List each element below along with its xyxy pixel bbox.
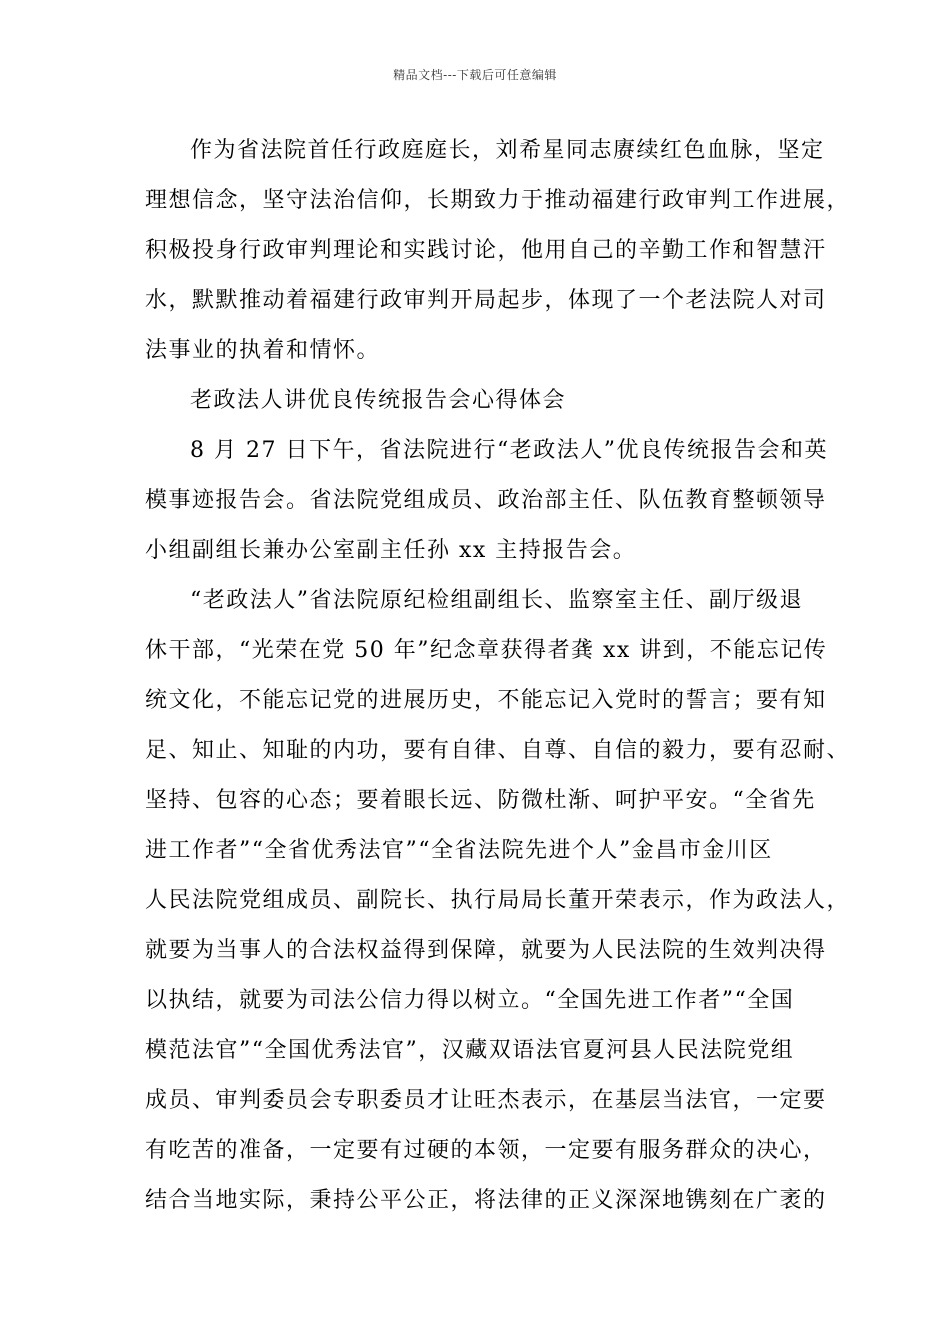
paragraph-line: 水，默默推动着福建行政审判开局起步，体现了一个老法院人对司 bbox=[145, 288, 827, 313]
paragraph-line: 8 月 27 日下午，省法院进行“老政法人”优良传统报告会和英 bbox=[190, 438, 828, 463]
paragraph-line: 休干部，“光荣在党 50 年”纪念章获得者龚 xx 讲到，不能忘记传 bbox=[145, 638, 828, 663]
paragraph-line: 结合当地实际，秉持公平公正，将法律的正义深深地镌刻在广袤的 bbox=[145, 1188, 827, 1213]
paragraph-line: 理想信念，坚守法治信仰，长期致力于推动福建行政审判工作进展， bbox=[145, 188, 851, 213]
paragraph-line: 模事迹报告会。省法院党组成员、政治部主任、队伍教育整顿领导 bbox=[145, 488, 827, 513]
paragraph-line: 坚持、包容的心态；要着眼长远、防微杜渐、呵护平安。“全省先 bbox=[145, 788, 816, 813]
paragraph-line: 法事业的执着和情怀。 bbox=[145, 338, 381, 363]
paragraph-line: 作为省法院首任行政庭庭长，刘希星同志赓续红色血脉，坚定 bbox=[190, 138, 825, 163]
paragraph-line: 以执结，就要为司法公信力得以树立。“全国先进工作者”“全国 bbox=[145, 988, 795, 1013]
paragraph-line: 进工作者”“全省优秀法官”“全省法院先进个人”金昌市金川区 bbox=[145, 838, 773, 863]
paragraph-line: 积极投身行政审判理论和实践讨论，他用自己的辛勤工作和智慧汗 bbox=[145, 238, 827, 263]
paragraph-line: 统文化，不能忘记党的进展历史，不能忘记入党时的誓言；要有知 bbox=[145, 688, 827, 713]
page-header: 精品文档---下载后可任意编辑 bbox=[393, 68, 557, 82]
section-title: 老政法人讲优良传统报告会心得体会 bbox=[190, 388, 567, 413]
paragraph-line: 足、知止、知耻的内功，要有自律、自尊、自信的毅力，要有忍耐、 bbox=[145, 738, 851, 763]
paragraph-line: 小组副组长兼办公室副主任孙 xx 主持报告会。 bbox=[145, 538, 637, 563]
paragraph-line: 模范法官”“全国优秀法官”，汉藏双语法官夏河县人民法院党组 bbox=[145, 1038, 795, 1063]
paragraph-line: 成员、审判委员会专职委员才让旺杰表示，在基层当法官，一定要 bbox=[145, 1088, 827, 1113]
paragraph-line: “老政法人”省法院原纪检组副组长、监察室主任、副厅级退 bbox=[190, 588, 803, 613]
paragraph-line: 就要为当事人的合法权益得到保障，就要为人民法院的生效判决得 bbox=[145, 938, 827, 963]
paragraph-line: 人民法院党组成员、副院长、执行局局长董开荣表示，作为政法人， bbox=[145, 888, 851, 913]
paragraph-line: 有吃苦的准备，一定要有过硬的本领，一定要有服务群众的决心， bbox=[145, 1138, 827, 1163]
